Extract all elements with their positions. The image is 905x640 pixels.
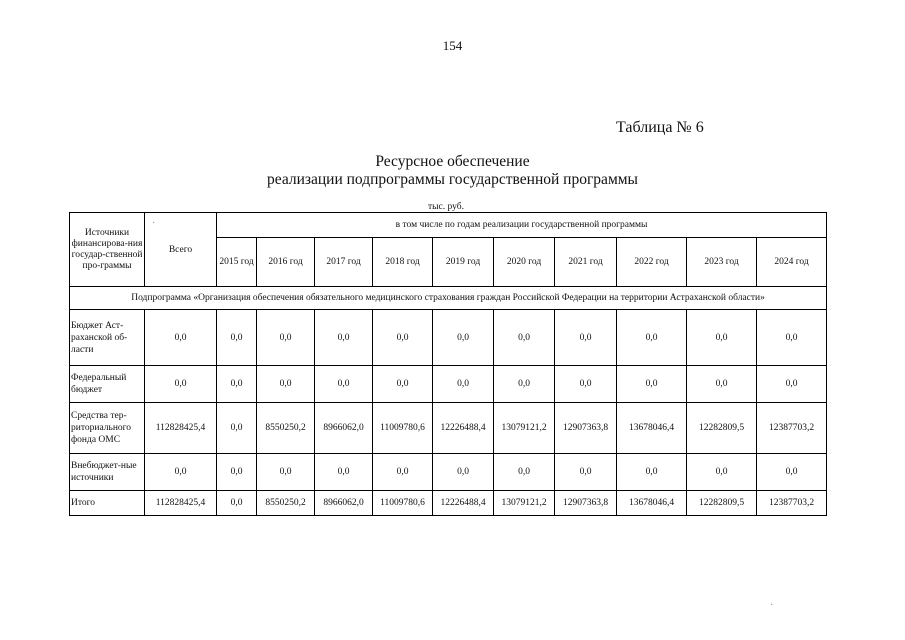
resource-table: [69, 212, 827, 516]
row-total: 0,0: [145, 310, 217, 366]
subprogram-title: Подпрограмма «Организация обеспечения обязательного медицинского страхования граждан Российской Федерации на территории Астраханской области»: [70, 287, 827, 310]
row-year-value: 8550250,2: [257, 403, 315, 454]
row-year-value: 0,0: [617, 366, 687, 403]
row-year-value: 12387703,2: [757, 403, 827, 454]
row-year-value: 0,0: [315, 310, 373, 366]
header-year: 2017 год: [315, 238, 373, 287]
row-year-value: 11009780,6: [373, 491, 433, 516]
page-number: 154: [442, 38, 463, 53]
header-row: [70, 213, 827, 238]
header-by-years: в том числе по годам реализации государственной программы: [217, 213, 827, 238]
row-year-value: 0,0: [217, 310, 257, 366]
row-total: 112828425,4: [145, 403, 217, 454]
row-year-value: 0,0: [617, 310, 687, 366]
header-source: Источники финансирова-ния государ-ственной про-граммы: [70, 213, 145, 287]
scan-mark: ·: [770, 600, 774, 611]
row-year-value: 13079121,2: [494, 403, 555, 454]
header-total: Всего: [145, 213, 217, 287]
title-line-2: реализации подпрограммы государственной программы: [267, 171, 638, 188]
row-source: Внебюджет-ные источники: [70, 454, 145, 491]
header-year: 2021 год: [555, 238, 617, 287]
row-year-value: 8966062,0: [315, 491, 373, 516]
row-year-value: 0,0: [555, 454, 617, 491]
row-source: Итого: [70, 491, 145, 516]
row-total: 112828425,4: [145, 491, 217, 516]
row-total: 0,0: [145, 454, 217, 491]
row-source: Бюджет Аст-раханской об-ласти: [70, 310, 145, 366]
table-row: [70, 310, 827, 366]
header-year: 2018 год: [373, 238, 433, 287]
row-year-value: 0,0: [217, 491, 257, 516]
table-row: [70, 366, 827, 403]
row-year-value: 0,0: [494, 310, 555, 366]
row-year-value: 12226488,4: [433, 403, 494, 454]
row-year-value: 12907363,8: [555, 403, 617, 454]
row-year-value: 12387703,2: [757, 491, 827, 516]
row-year-value: 0,0: [217, 403, 257, 454]
row-year-value: 0,0: [433, 454, 494, 491]
row-year-value: 0,0: [687, 310, 757, 366]
row-year-value: 0,0: [315, 366, 373, 403]
header-year: 2022 год: [617, 238, 687, 287]
units-label: тыс. руб.: [428, 202, 464, 212]
header-year: 2020 год: [494, 238, 555, 287]
row-year-value: 12282809,5: [687, 403, 757, 454]
table-row: [70, 403, 827, 454]
table-label: Таблица № 6: [616, 119, 704, 136]
row-year-value: 0,0: [494, 454, 555, 491]
row-total: 0,0: [145, 366, 217, 403]
row-year-value: 0,0: [217, 366, 257, 403]
row-year-value: 0,0: [687, 366, 757, 403]
row-year-value: 0,0: [257, 366, 315, 403]
row-year-value: 0,0: [757, 310, 827, 366]
row-year-value: 11009780,6: [373, 403, 433, 454]
header-year: 2024 год: [757, 238, 827, 287]
row-year-value: 13678046,4: [617, 491, 687, 516]
row-year-value: 0,0: [555, 310, 617, 366]
row-year-value: 0,0: [373, 366, 433, 403]
document-title: [0, 153, 905, 189]
row-year-value: 0,0: [257, 454, 315, 491]
row-year-value: 0,0: [433, 366, 494, 403]
row-year-value: 8550250,2: [257, 491, 315, 516]
row-year-value: 0,0: [617, 454, 687, 491]
row-year-value: 12282809,5: [687, 491, 757, 516]
scan-mark: ·: [152, 218, 156, 229]
row-year-value: 0,0: [757, 454, 827, 491]
row-year-value: 0,0: [494, 366, 555, 403]
title-line-1: Ресурсное обеспечение: [375, 153, 530, 170]
row-year-value: 0,0: [757, 366, 827, 403]
table-row: [70, 454, 827, 491]
subprogram-row: [70, 287, 827, 310]
row-source: Федеральный бюджет: [70, 366, 145, 403]
row-year-value: 12226488,4: [433, 491, 494, 516]
header-year: 2019 год: [433, 238, 494, 287]
header-year: 2023 год: [687, 238, 757, 287]
row-year-value: 0,0: [217, 454, 257, 491]
row-year-value: 0,0: [257, 310, 315, 366]
row-year-value: 12907363,8: [555, 491, 617, 516]
row-year-value: 0,0: [373, 310, 433, 366]
row-year-value: 0,0: [555, 366, 617, 403]
table-row: [70, 491, 827, 516]
header-year: 2016 год: [257, 238, 315, 287]
row-year-value: 13678046,4: [617, 403, 687, 454]
row-year-value: 0,0: [687, 454, 757, 491]
row-year-value: 8966062,0: [315, 403, 373, 454]
row-year-value: 0,0: [433, 310, 494, 366]
row-year-value: 0,0: [315, 454, 373, 491]
row-year-value: 0,0: [373, 454, 433, 491]
row-source: Средства тер-риториального фонда ОМС: [70, 403, 145, 454]
header-year: 2015 год: [217, 238, 257, 287]
row-year-value: 13079121,2: [494, 491, 555, 516]
